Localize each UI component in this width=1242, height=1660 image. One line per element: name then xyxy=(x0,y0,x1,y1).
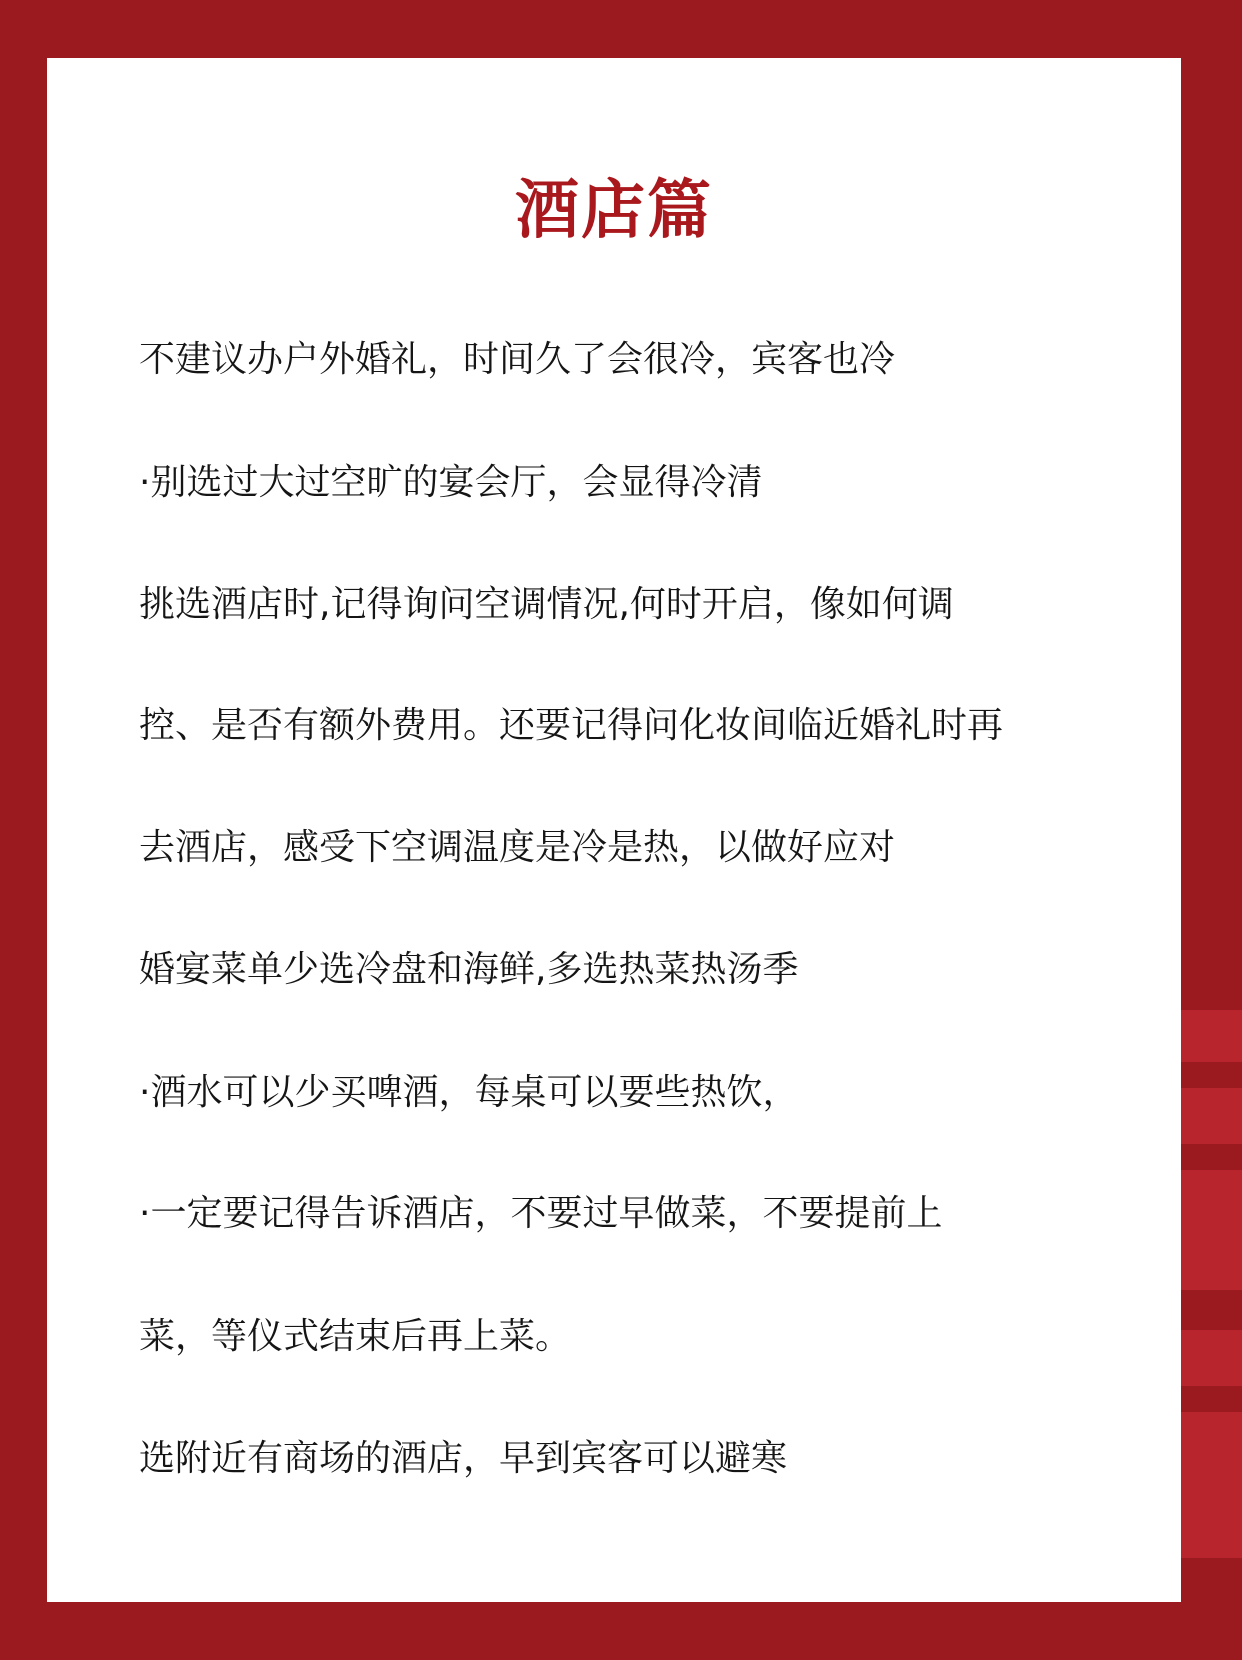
decorative-stripe xyxy=(1181,1170,1242,1290)
decorative-stripe xyxy=(1181,1412,1242,1558)
tip-line: 控、是否有额外费用。还要记得问化妆间临近婚礼时再 xyxy=(139,705,1004,746)
tip-line: ·酒水可以少买啤酒，每桌可以要些热饮， xyxy=(139,1072,799,1113)
tip-line: ·一定要记得告诉酒店，不要过早做菜，不要提前上 xyxy=(139,1193,943,1234)
tip-line: 菜，等仪式结束后再上菜。 xyxy=(139,1316,572,1357)
decorative-stripe xyxy=(1181,1010,1242,1062)
tip-line: 不建议办户外婚礼，时间久了会很冷，宾客也冷 xyxy=(139,339,896,380)
decorative-stripe xyxy=(1181,1330,1242,1386)
tip-line: 去酒店，感受下空调温度是冷是热，以做好应对 xyxy=(139,827,896,868)
content-card xyxy=(47,58,1181,1602)
tip-line: 选附近有商场的酒店，早到宾客可以避寒 xyxy=(139,1438,788,1479)
tip-line: 婚宴菜单少选冷盘和海鲜,多选热菜热汤季 xyxy=(139,949,799,990)
tip-line: ·别选过大过空旷的宴会厅，会显得冷清 xyxy=(139,462,763,503)
decorative-stripe xyxy=(1181,1088,1242,1144)
tip-line: 挑选酒店时,记得询问空调情况,何时开启，像如何调 xyxy=(139,584,954,625)
page-title: 酒店篇 xyxy=(515,174,713,248)
